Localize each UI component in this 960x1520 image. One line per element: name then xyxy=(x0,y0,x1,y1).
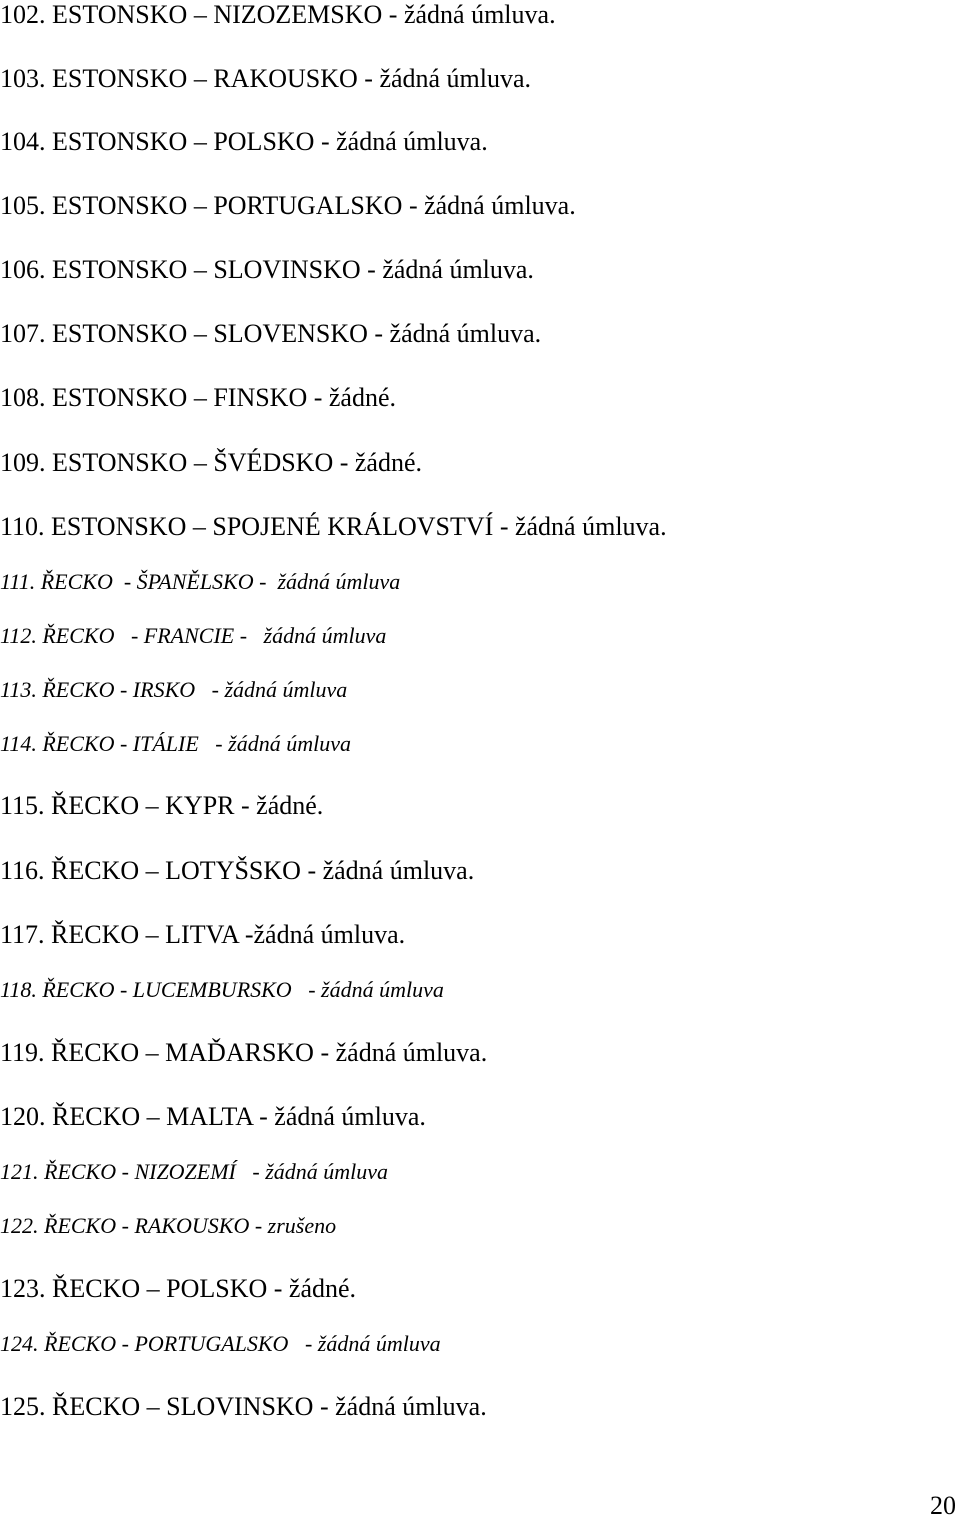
treaty-entry-122: 122. ŘECKO - RAKOUSKO - zrušeno xyxy=(0,1213,337,1238)
treaty-entry-119: 119. ŘECKO – MAĎARSKO - žádná úmluva. xyxy=(0,1038,488,1067)
treaty-entry-109: 109. ESTONSKO – ŠVÉDSKO - žádné. xyxy=(0,448,423,477)
page-number: 20 xyxy=(930,1491,956,1520)
treaty-entry-107: 107. ESTONSKO – SLOVENSKO - žádná úmluva. xyxy=(0,319,542,348)
treaty-entry-104: 104. ESTONSKO – POLSKO - žádná úmluva. xyxy=(0,127,488,156)
treaty-entry-103: 103. ESTONSKO – RAKOUSKO - žádná úmluva. xyxy=(0,64,532,93)
treaty-entry-125: 125. ŘECKO – SLOVINSKO - žádná úmluva. xyxy=(0,1392,487,1421)
treaty-entry-112: 112. ŘECKO - FRANCIE - žádná úmluva xyxy=(0,623,387,648)
treaty-entry-105: 105. ESTONSKO – PORTUGALSKO - žádná úmluva. xyxy=(0,191,576,220)
treaty-entry-111: 111. ŘECKO - ŠPANĚLSKO - žádná úmluva xyxy=(0,569,401,594)
treaty-entry-116: 116. ŘECKO – LOTYŠSKO - žádná úmluva. xyxy=(0,856,475,885)
treaty-entry-123: 123. ŘECKO – POLSKO - žádné. xyxy=(0,1274,357,1303)
treaty-entry-115: 115. ŘECKO – KYPR - žádné. xyxy=(0,791,324,820)
treaty-entry-117: 117. ŘECKO – LITVA -žádná úmluva. xyxy=(0,920,406,949)
treaty-entry-114: 114. ŘECKO - ITÁLIE - žádná úmluva xyxy=(0,731,351,756)
treaty-entry-121: 121. ŘECKO - NIZOZEMÍ - žádná úmluva xyxy=(0,1159,389,1184)
treaty-entry-118: 118. ŘECKO - LUCEMBURSKO - žádná úmluva xyxy=(0,977,444,1002)
treaty-entry-124: 124. ŘECKO - PORTUGALSKO - žádná úmluva xyxy=(0,1331,441,1356)
treaty-entry-113: 113. ŘECKO - IRSKO - žádná úmluva xyxy=(0,677,348,702)
treaty-entry-102: 102. ESTONSKO – NIZOZEMSKO - žádná úmluva. xyxy=(0,0,556,29)
treaty-entry-120: 120. ŘECKO – MALTA - žádná úmluva. xyxy=(0,1102,426,1131)
treaty-entry-106: 106. ESTONSKO – SLOVINSKO - žádná úmluva. xyxy=(0,255,534,284)
treaty-entry-108: 108. ESTONSKO – FINSKO - žádné. xyxy=(0,383,397,412)
treaty-entry-110: 110. ESTONSKO – SPOJENÉ KRÁLOVSTVÍ - žádná úmluva. xyxy=(0,512,667,541)
